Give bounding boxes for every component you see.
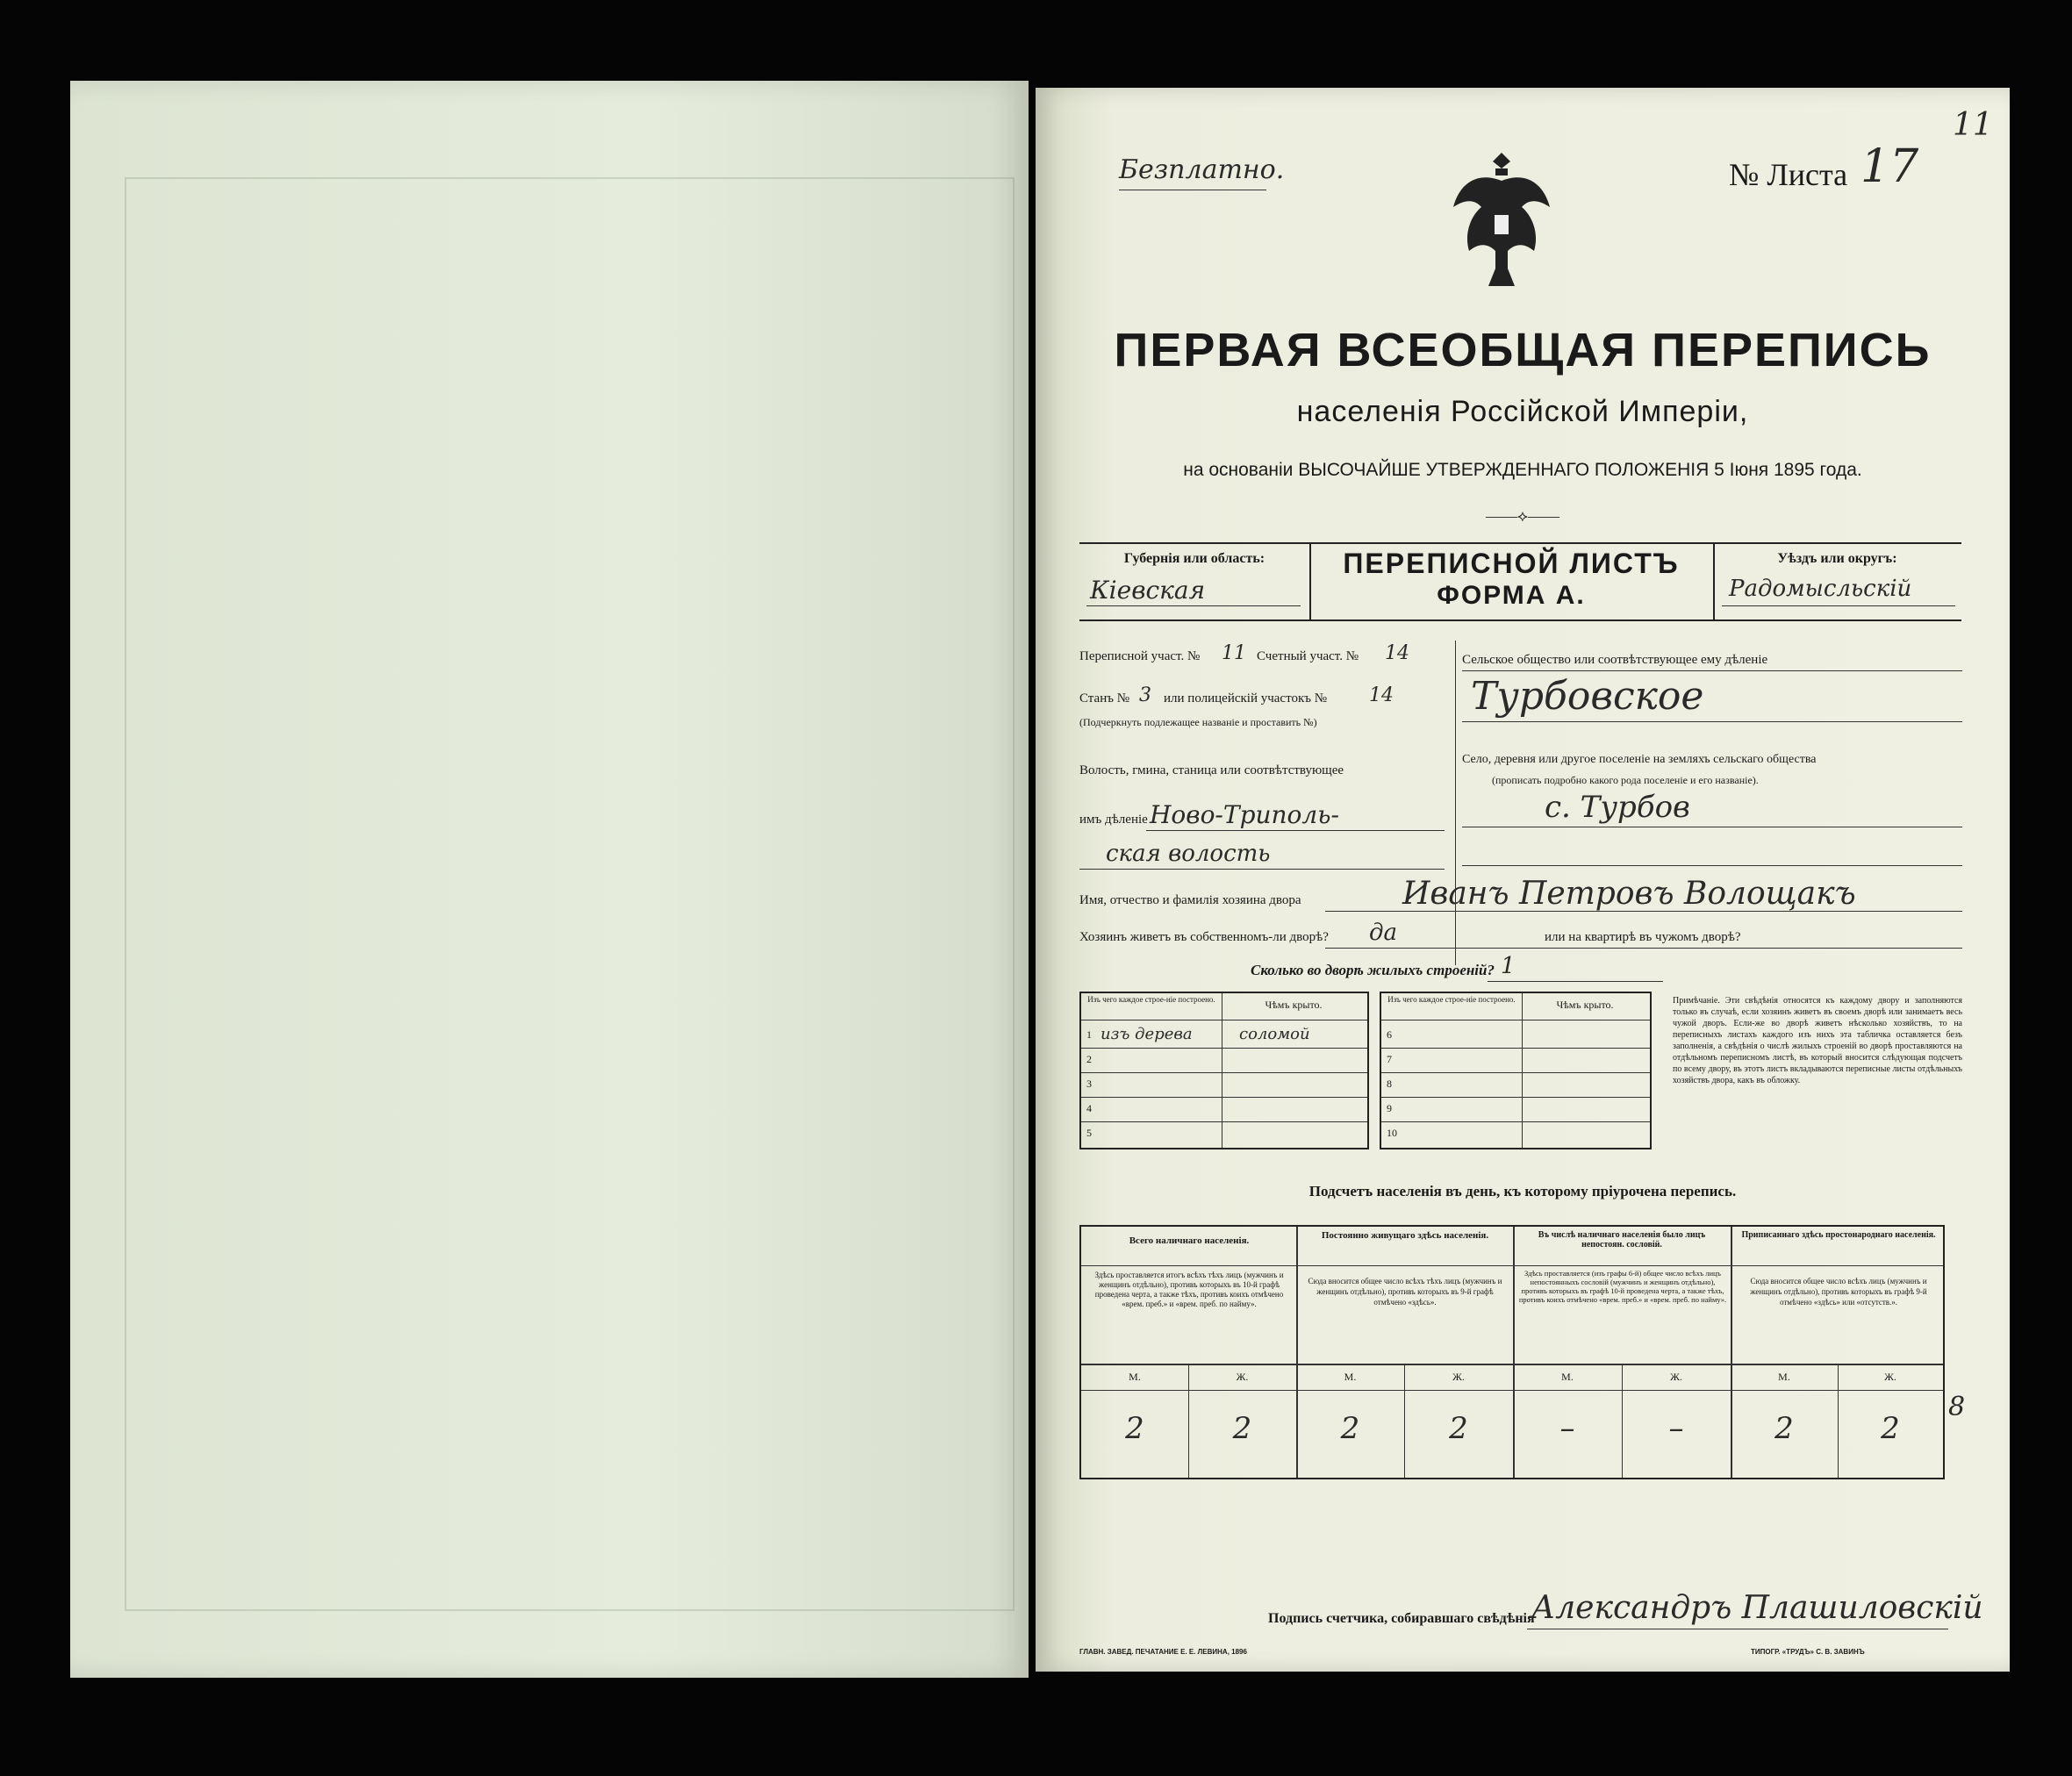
permanent-female: 2 (1449, 1411, 1468, 1446)
permanent-male: 2 (1340, 1411, 1360, 1446)
col3-head: Въ числѣ наличнаго населенія было лицъ непостоян. сословій. (1538, 1230, 1706, 1250)
population-summary-table (1079, 1225, 1945, 1479)
double-headed-eagle-emblem (1445, 146, 1559, 304)
material-header: Изъ чего каждое строе-ніе построено. (1387, 995, 1516, 1004)
sex-male-label: М. (1344, 1371, 1357, 1383)
ornament-divider: ——⟡—— (1486, 507, 1559, 525)
gubernia-value: Кіевская (1090, 576, 1206, 605)
registered-female: 2 (1881, 1411, 1900, 1446)
own-yard-value: да (1369, 920, 1397, 946)
volost-value-1: Ново-Триполь- (1150, 800, 1339, 829)
col4-desc: Сюда вносится общее число всѣхъ лицъ (мужчинъ и женщинъ отдѣльно), противъ которыхъ въ графѣ 9-й отмѣчено «здѣсь» или «отсутств.». (1750, 1277, 1927, 1307)
row-number: 4 (1086, 1102, 1092, 1114)
buildings-label: Сколько во дворѣ жилыхъ строеній? (1251, 962, 1495, 978)
total-present-female: 2 (1232, 1411, 1252, 1446)
sex-male-label: М. (1129, 1371, 1141, 1383)
col1-desc: Здѣсь проставляется итогъ всѣхъ тѣхъ лицъ (мужчинъ и женщинъ отдѣльно), противъ которыхъ въ 10-й графѣ проведена черта, а также тѣхъ, противъ коихъ отмѣчено «врем. преб.» и «врем. преб. по найму». (1094, 1271, 1284, 1308)
signature-label: Подпись счетчика, собиравшаго свѣдѣнія (1268, 1611, 1535, 1626)
count-area-label: Счетный участ. № (1257, 649, 1359, 663)
owner-label: Имя, отчество и фамилія хозяина двора (1079, 893, 1301, 907)
total-present-male: 2 (1125, 1411, 1144, 1446)
summary-title: Подсчетъ населенія въ день, къ которому пріурочена перепись. (1308, 1183, 1737, 1200)
sex-female-label: Ж. (1452, 1371, 1465, 1383)
village-value: с. Турбов (1545, 790, 1690, 825)
society-label: Сельское общество или соотвѣтствующее ему дѣленіе (1462, 653, 1768, 667)
sex-female-label: Ж. (1670, 1371, 1682, 1383)
row-number: 3 (1086, 1078, 1092, 1090)
material-header: Изъ чего каждое строе-ніе построено. (1087, 995, 1215, 1004)
sex-female-label: Ж. (1884, 1371, 1896, 1383)
row-number: 9 (1387, 1102, 1392, 1114)
roof-header: Чѣмъ крыто. (1556, 999, 1614, 1011)
col2-desc: Сюда вносится общее число всѣхъ тѣхъ лицъ (мужчинъ и женщинъ отдѣльно), противъ которыхъ въ 9-й графѣ отмѣчено «здѣсь». (1308, 1277, 1502, 1307)
col1-head: Всего наличнаго населенія. (1129, 1235, 1250, 1246)
buildings-value: 1 (1501, 953, 1516, 979)
village-label: Село, деревня или другое поселеніе на земляхъ сельскаго общества (1462, 753, 1817, 766)
buildings-table-left (1079, 992, 1369, 1149)
volost-value-2: ская волость (1106, 841, 1271, 867)
police-label: или полицейскій участокъ № (1164, 691, 1328, 705)
census-title: ПЕРВАЯ ВСЕОБЩАЯ ПЕРЕПИСЬ (1114, 324, 1932, 376)
rent-label: или на квартирѣ въ чужомъ дворѣ? (1545, 930, 1741, 944)
society-value: Турбовское (1471, 674, 1704, 719)
sheet-number-label: № Листа (1729, 157, 1848, 192)
enumerator-signature: Александръ Плашиловскій (1531, 1590, 1983, 1626)
volost-label: Волость, гмина, станица или соотвѣтствующее (1079, 763, 1344, 777)
sex-male-label: М. (1778, 1371, 1790, 1383)
stan-value: 3 (1139, 684, 1151, 706)
roof-header: Чѣмъ крыто. (1265, 999, 1323, 1011)
census-subtitle: населенія Россійской Имперіи, (1296, 395, 1749, 428)
census-basis: на основаніи ВЫСОЧАЙШЕ УТВЕРЖДЕННАГО ПОЛОЖЕНІЯ 5 Іюня 1895 года. (1183, 460, 1862, 480)
police-value: 14 (1369, 684, 1394, 706)
row-number: 2 (1086, 1053, 1092, 1065)
row-number: 6 (1387, 1028, 1392, 1041)
census-area-value: 11 (1222, 642, 1246, 664)
census-form-page (1036, 88, 2010, 1672)
free-label: Безплатно. (1119, 154, 1285, 185)
count-area-value: 14 (1385, 642, 1409, 664)
corner-mark: 11 (1953, 107, 1993, 143)
form-title: ПЕРЕПИСНОЙ ЛИСТЪ (1343, 548, 1680, 579)
row1-material: изъ дерева (1101, 1025, 1193, 1043)
gubernia-label: Губернія или область: (1123, 551, 1265, 566)
left-page (70, 81, 1029, 1678)
owner-value: Иванъ Петровъ Волощакъ (1402, 876, 1856, 912)
buildings-table-right (1380, 992, 1652, 1149)
row1-roof: соломой (1239, 1025, 1310, 1043)
row-number: 8 (1387, 1078, 1392, 1090)
registered-male: 2 (1774, 1411, 1794, 1446)
uezd-label: Уѣздъ или округъ: (1777, 551, 1897, 566)
underline-note: (Подчеркнуть подлежащее названіе и проставить №) (1079, 716, 1317, 728)
sheet-number-value: 17 (1860, 140, 1919, 193)
row-number: 10 (1387, 1127, 1397, 1139)
bleed-through-frame (125, 177, 1014, 1611)
sex-male-label: М. (1561, 1371, 1574, 1383)
row-number: 5 (1086, 1127, 1092, 1139)
uezd-value: Радомысльскій (1729, 576, 1912, 602)
village-note: (прописать подробно какого рода поселеніе и его названіе). (1492, 774, 1759, 786)
printer-left: ГЛАВН. ЗАВЕД. ПЕЧАТАНИЕ Е. Е. ЛЕВИНА, 1896 (1079, 1648, 1247, 1656)
row-number: 7 (1387, 1053, 1392, 1065)
nonpermanent-male: – (1559, 1411, 1575, 1446)
sex-female-label: Ж. (1236, 1371, 1249, 1383)
printer-right: ТИПОГР. «ТРУДЪ» С. В. ЗАВИНЪ (1751, 1648, 1865, 1656)
form-letter: ФОРМА А. (1437, 581, 1586, 610)
row-number: 1 (1086, 1028, 1092, 1041)
remark-note: Примѣчаніе. Эти свѣдѣнія относятся къ каждому двору и заполняются только въ случаѣ, если хозяинъ живетъ въ своемъ дворѣ или занимаетъ весь чужой дворъ. Если-же во дворѣ живетъ нѣсколько хозяйствъ, то на переписныхъ листахъ каждого изъ нихъ эта табличка оставляется безъ заполненія, а свѣдѣнія о числѣ жилыхъ строеній во дворѣ проставляются на отдѣльномъ переписномъ листѣ, въ который вносится слѣдующая подсчетъ по всему двору, въ этотъ листъ вкладываются переписные листы отдѣльныхъ хозяйствъ двора, какъ въ обложку. (1673, 996, 1962, 1085)
col4-head: Приписаннаго здѣсь простонароднаго населенія. (1741, 1230, 1936, 1240)
volost-label-2: имъ дѣленіе (1079, 813, 1148, 827)
nonpermanent-female: – (1668, 1411, 1684, 1446)
col2-head: Постоянно живущаго здѣсь населенія. (1321, 1230, 1489, 1241)
col3-desc: Здѣсь проставляется (изъ графы 6-й) общее число всѣхъ лицъ непостоянныхъ сословій (мужчинъ и женщинъ отдѣльно), противъ которыхъ въ графѣ 10-й проведена черта, а также тѣхъ, противъ коихъ отмѣчено «врем. преб.» и «врем. преб. по найму». (1518, 1269, 1727, 1304)
margin-note: 8 (1948, 1392, 1966, 1422)
own-yard-label: Хозяинъ живетъ въ собственномъ-ли дворѣ? (1079, 930, 1329, 944)
census-area-label: Переписной участ. № (1079, 649, 1201, 663)
stan-label: Станъ № (1079, 691, 1130, 705)
